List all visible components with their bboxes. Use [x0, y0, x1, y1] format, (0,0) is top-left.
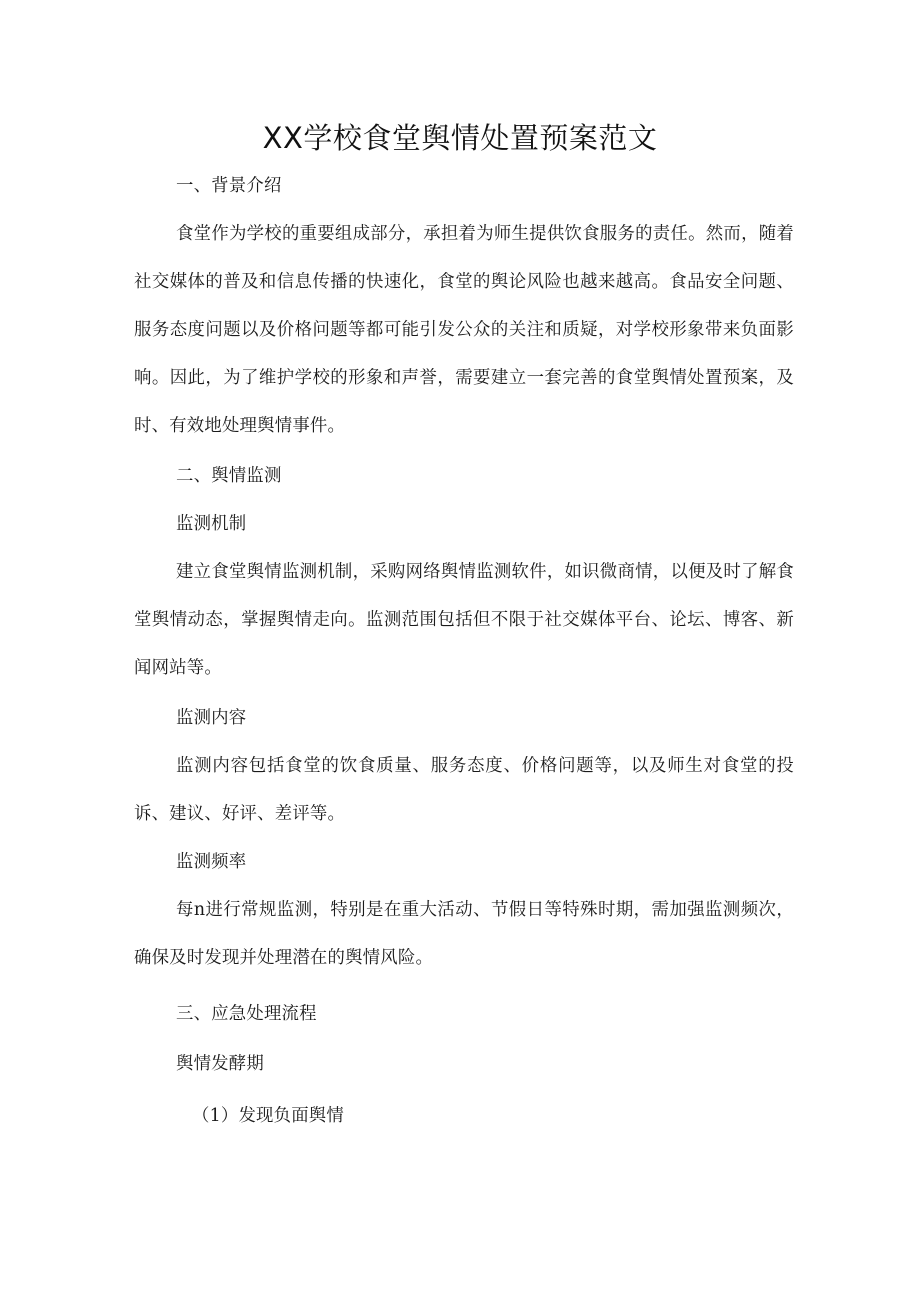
section-heading-background: 一、背景介绍: [176, 176, 282, 196]
section-heading-monitoring: 二、舆情监测: [176, 466, 282, 486]
document-title: XX学校食堂舆情处置预案范文: [262, 121, 658, 155]
paragraph-background: 食堂作为学校的重要组成部分，承担着为师生提供饮食服务的责任。然而，随着社交媒体的普及和信息传播的快速化，食堂的舆论风险也越来越高。食品安全问题、服务态度问题以及价格问题等都可能引发公众的关注和质疑，对学校形象带来负面影响。因此，为了维护学校的形象和声誉，需要建立一套完善的食堂舆情处置预案，及时、有效地处理舆情事件。: [134, 224, 794, 436]
paragraph-monitoring-mechanism: 建立食堂舆情监测机制，采购网络舆情监测软件，如识微商情，以便及时了解食堂舆情动态，掌握舆情走向。监测范围包括但不限于社交媒体平台、论坛、博客、新闻网站等。: [134, 562, 794, 678]
list-item-discover-negative: （1）发现负面舆情: [192, 1106, 344, 1126]
paragraph-monitoring-content: 监测内容包括食堂的饮食质量、服务态度、价格问题等，以及师生对食堂的投诉、建议、好评、差评等。: [134, 756, 794, 824]
section-heading-emergency-process: 三、应急处理流程: [176, 1004, 317, 1024]
subheading-monitoring-frequency: 监测频率: [176, 852, 247, 872]
paragraph-monitoring-frequency: 每n进行常规监测，特别是在重大活动、节假日等特殊时期，需加强监测频次，确保及时发现并处理潜在的舆情风险。: [134, 900, 794, 968]
subheading-fermentation-phase: 舆情发酵期: [176, 1054, 264, 1074]
subheading-monitoring-mechanism: 监测机制: [176, 514, 247, 534]
subheading-monitoring-content: 监测内容: [176, 708, 247, 728]
